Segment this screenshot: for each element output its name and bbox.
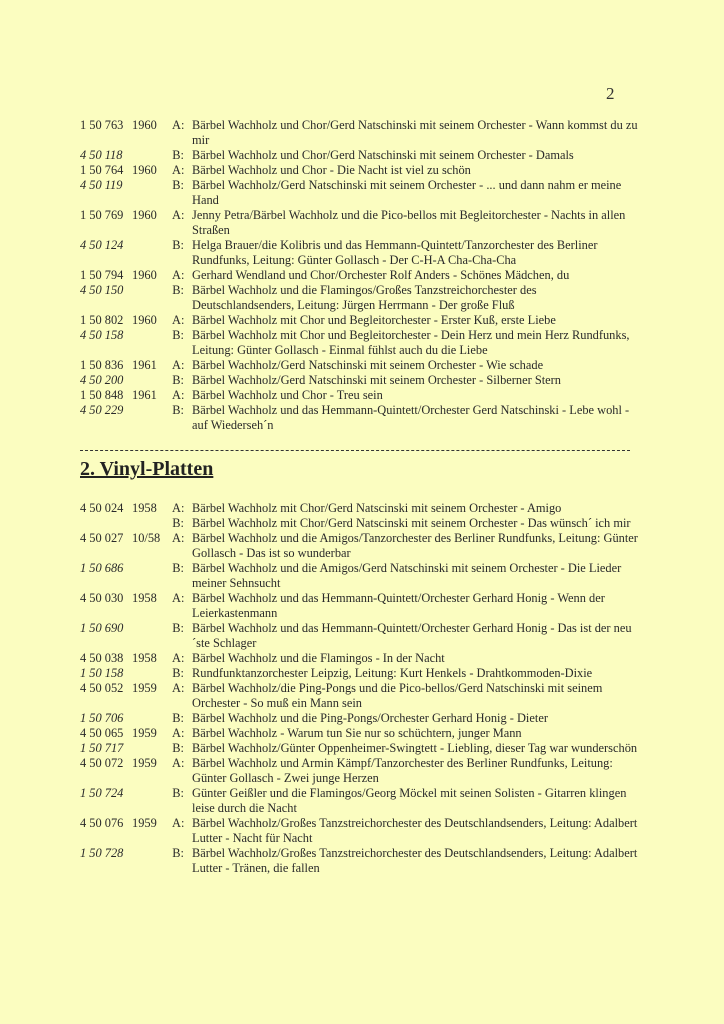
track-description: Bärbel Wachholz mit Chor/Gerd Natscinski mit seinem Orchester - Das wünsch´ ich mir xyxy=(192,516,631,530)
track-description: Jenny Petra/Bärbel Wachholz und die Pico-bellos mit Begleitorchester - Nachts in allen Straßen xyxy=(192,208,626,237)
release-year: 1958 xyxy=(132,651,157,665)
track-description: Bärbel Wachholz und die Amigos/Gerd Natschinski mit seinem Orchester - Die Lieder meiner Sehnsucht xyxy=(192,561,622,590)
release-year: 1959 xyxy=(132,681,157,695)
track-description: Bärbel Wachholz mit Chor und Begleitorchester - Erster Kuß, erste Liebe xyxy=(192,313,556,327)
release-year: 1960 xyxy=(132,313,157,327)
catalog-number: 1 50 848 xyxy=(80,388,124,402)
release-year: 1960 xyxy=(132,163,157,177)
side-b-row xyxy=(80,283,640,313)
release-year xyxy=(132,238,172,268)
side-a-row xyxy=(80,816,640,846)
track-description: Bärbel Wachholz und das Hemmann-Quintett/Orchester Gerd Natschinski - Lebe wohl - auf Wiederseh´n xyxy=(192,403,630,432)
release-year xyxy=(132,403,172,433)
track-description: Bärbel Wachholz und die Amigos/Tanzorchester des Berliner Rundfunks, Leitung: Günter Gollasch - Das ist so wunderbar xyxy=(192,531,638,560)
side-label: A: xyxy=(172,208,185,222)
track-description: Bärbel Wachholz mit Chor und Begleitorchester - Dein Herz und mein Herz Rundfunks, Leitung: Günter Gollasch - Einmal fühlst auch du die Liebe xyxy=(192,328,630,357)
catalog-number: 4 50 030 xyxy=(80,591,124,605)
catalog-number: 1 50 769 xyxy=(80,208,124,222)
record-entry xyxy=(80,816,640,876)
record-entry xyxy=(80,726,640,756)
release-year xyxy=(132,786,172,816)
side-label: B: xyxy=(172,621,184,635)
record-entry xyxy=(80,501,640,531)
track-description: Bärbel Wachholz - Warum tun Sie nur so schüchtern, junger Mann xyxy=(192,726,522,740)
alt-catalog-number: 4 50 158 xyxy=(80,328,124,342)
record-entry xyxy=(80,591,640,651)
side-a-row xyxy=(80,531,640,561)
side-label: B: xyxy=(172,711,184,725)
side-a-row xyxy=(80,501,640,516)
alt-catalog-number: 4 50 200 xyxy=(80,373,124,387)
catalog-number: 1 50 836 xyxy=(80,358,124,372)
catalog-number: 4 50 072 xyxy=(80,756,124,770)
track-description: Helga Brauer/die Kolibris und das Hemmann-Quintett/Tanzorchester des Berliner Rundfunks, Leitung: Günter Gollasch - Der C-H-A Cha-Cha-Cha xyxy=(192,238,598,267)
side-label: A: xyxy=(172,388,185,402)
catalog-number: 4 50 024 xyxy=(80,501,124,515)
catalog-number: 1 50 794 xyxy=(80,268,124,282)
alt-catalog-number: 4 50 119 xyxy=(80,178,123,192)
release-year: 1958 xyxy=(132,591,157,605)
side-a-row xyxy=(80,726,640,741)
side-a-row xyxy=(80,268,640,283)
alt-catalog-number: 1 50 686 xyxy=(80,561,124,575)
track-description: Bärbel Wachholz/Großes Tanzstreichorchester des Deutschlandsenders, Leitung: Adalbert Lutter - Tränen, die fallen xyxy=(192,846,638,875)
catalog-number: 1 50 763 xyxy=(80,118,124,132)
release-year: 1959 xyxy=(132,756,157,770)
release-year xyxy=(132,328,172,358)
release-year xyxy=(132,621,172,651)
side-b-row xyxy=(80,666,640,681)
side-b-row xyxy=(80,328,640,358)
release-year xyxy=(132,516,172,531)
alt-catalog-number: 4 50 124 xyxy=(80,238,124,252)
side-label: B: xyxy=(172,786,184,800)
side-b-row xyxy=(80,238,640,268)
record-entry xyxy=(80,118,640,163)
catalog-number: 1 50 802 xyxy=(80,313,124,327)
side-label: A: xyxy=(172,756,185,770)
side-label: A: xyxy=(172,651,185,665)
track-description: Bärbel Wachholz und Armin Kämpf/Tanzorchester des Berliner Rundfunks, Leitung: Günter Gollasch - Zwei junge Herzen xyxy=(192,756,613,785)
side-a-row xyxy=(80,651,640,666)
side-label: B: xyxy=(172,148,184,162)
side-label: A: xyxy=(172,531,185,545)
track-description: Bärbel Wachholz und Chor/Gerd Natschinski mit seinem Orchester - Wann kommst du zu mir xyxy=(192,118,638,147)
release-year: 1961 xyxy=(132,388,157,402)
track-description: Bärbel Wachholz/Gerd Natschinski mit seinem Orchester - ... und dann nahm er meine Hand xyxy=(192,178,622,207)
release-year xyxy=(132,373,172,388)
track-description: Bärbel Wachholz/die Ping-Pongs und die Pico-bellos/Gerd Natschinski mit seinem Orchester - So muß ein Mann sein xyxy=(192,681,603,710)
side-a-row xyxy=(80,118,640,148)
side-label: B: xyxy=(172,561,184,575)
side-label: B: xyxy=(172,666,184,680)
record-entry xyxy=(80,756,640,816)
catalog-number: 4 50 076 xyxy=(80,816,124,830)
record-entry xyxy=(80,358,640,388)
release-year xyxy=(132,666,172,681)
record-entry xyxy=(80,681,640,726)
side-label: A: xyxy=(172,591,185,605)
alt-catalog-number: 1 50 690 xyxy=(80,621,124,635)
release-year xyxy=(132,741,172,756)
side-b-row xyxy=(80,516,640,531)
side-b-row xyxy=(80,621,640,651)
alt-catalog-number: 1 50 717 xyxy=(80,741,124,755)
release-year xyxy=(132,283,172,313)
release-year: 1959 xyxy=(132,816,157,830)
side-label: B: xyxy=(172,846,184,860)
side-label: A: xyxy=(172,501,185,515)
track-description: Günter Geißler und die Flamingos/Georg Möckel mit seinen Solisten - Gitarren klingen leise durch die Nacht xyxy=(192,786,627,815)
alt-catalog-number: 1 50 728 xyxy=(80,846,124,860)
release-year xyxy=(132,561,172,591)
alt-catalog-number xyxy=(80,516,132,531)
catalog-number: 1 50 764 xyxy=(80,163,124,177)
side-b-row xyxy=(80,786,640,816)
release-year: 1961 xyxy=(132,358,157,372)
side-a-row xyxy=(80,681,640,711)
record-entry xyxy=(80,163,640,208)
side-a-row xyxy=(80,756,640,786)
side-label: A: xyxy=(172,816,185,830)
side-label: B: xyxy=(172,516,184,530)
record-entry xyxy=(80,313,640,358)
side-b-row xyxy=(80,846,640,876)
release-year: 1958 xyxy=(132,501,157,515)
track-description: Bärbel Wachholz und die Flamingos - In der Nacht xyxy=(192,651,445,665)
side-a-row xyxy=(80,163,640,178)
catalog-number: 4 50 038 xyxy=(80,651,124,665)
record-entry xyxy=(80,388,640,433)
side-label: A: xyxy=(172,118,185,132)
release-year: 1960 xyxy=(132,208,157,222)
vinyl-list xyxy=(80,501,640,876)
alt-catalog-number: 1 50 706 xyxy=(80,711,124,725)
side-label: B: xyxy=(172,328,184,342)
release-year: 1960 xyxy=(132,268,157,282)
side-label: A: xyxy=(172,358,185,372)
side-a-row xyxy=(80,313,640,328)
release-year: 1960 xyxy=(132,118,157,132)
release-year: 1959 xyxy=(132,726,157,740)
track-description: Bärbel Wachholz/Gerd Natschinski mit seinem Orchester - Wie schade xyxy=(192,358,544,372)
side-a-row xyxy=(80,358,640,373)
track-description: Bärbel Wachholz und Chor/Gerd Natschinski mit seinem Orchester - Damals xyxy=(192,148,574,162)
record-entry xyxy=(80,268,640,313)
track-description: Bärbel Wachholz und Chor - Die Nacht ist viel zu schön xyxy=(192,163,471,177)
side-b-row xyxy=(80,711,640,726)
track-description: Bärbel Wachholz/Großes Tanzstreichorchester des Deutschlandsenders, Leitung: Adalbert Lutter - Nacht für Nacht xyxy=(192,816,638,845)
side-label: A: xyxy=(172,313,185,327)
track-description: Rundfunktanzorchester Leipzig, Leitung: Kurt Henkels - Drahtkommoden-Dixie xyxy=(192,666,593,680)
alt-catalog-number: 1 50 724 xyxy=(80,786,124,800)
track-description: Bärbel Wachholz und die Ping-Pongs/Orchester Gerhard Honig - Dieter xyxy=(192,711,548,725)
dashed-divider xyxy=(80,450,630,451)
side-b-row xyxy=(80,373,640,388)
section-title: 2. Vinyl-Platten xyxy=(80,458,214,480)
side-b-row xyxy=(80,178,640,208)
catalog-number: 4 50 027 xyxy=(80,531,124,545)
track-description: Bärbel Wachholz und die Flamingos/Großes Tanzstreichorchester des Deutschlandsenders, Leitung: Jürgen Herrmann - Der große Fluß xyxy=(192,283,537,312)
release-year xyxy=(132,178,172,208)
track-description: Bärbel Wachholz und das Hemmann-Quintett/Orchester Gerhard Honig - Das ist der neu´ste Schlager xyxy=(192,621,632,650)
side-label: B: xyxy=(172,403,184,417)
side-label: B: xyxy=(172,373,184,387)
alt-catalog-number: 4 50 150 xyxy=(80,283,124,297)
track-description: Bärbel Wachholz/Günter Oppenheimer-Swingtett - Liebling, dieser Tag war wunderschön xyxy=(192,741,638,755)
side-label: A: xyxy=(172,268,185,282)
side-b-row xyxy=(80,148,640,163)
page-number: 2 xyxy=(606,84,615,103)
side-b-row xyxy=(80,741,640,756)
side-b-row xyxy=(80,561,640,591)
release-year: 10/58 xyxy=(132,531,161,545)
catalog-number: 4 50 052 xyxy=(80,681,124,695)
record-entry xyxy=(80,531,640,591)
singles-list xyxy=(80,118,640,433)
side-label: B: xyxy=(172,741,184,755)
release-year xyxy=(132,711,172,726)
side-label: B: xyxy=(172,178,184,192)
track-description: Gerhard Wendland und Chor/Orchester Rolf Anders - Schönes Mädchen, du xyxy=(192,268,570,282)
track-description: Bärbel Wachholz/Gerd Natschinski mit seinem Orchester - Silberner Stern xyxy=(192,373,562,387)
catalog-number: 4 50 065 xyxy=(80,726,124,740)
alt-catalog-number: 4 50 229 xyxy=(80,403,124,417)
side-label: A: xyxy=(172,726,185,740)
side-label: A: xyxy=(172,163,185,177)
alt-catalog-number: 1 50 158 xyxy=(80,666,124,680)
side-a-row xyxy=(80,208,640,238)
track-description: Bärbel Wachholz und Chor - Treu sein xyxy=(192,388,383,402)
side-label: B: xyxy=(172,283,184,297)
side-b-row xyxy=(80,403,640,433)
record-entry xyxy=(80,651,640,681)
side-a-row xyxy=(80,388,640,403)
record-entry xyxy=(80,208,640,268)
track-description: Bärbel Wachholz und das Hemmann-Quintett/Orchester Gerhard Honig - Wenn der Leierkastenmann xyxy=(192,591,605,620)
side-a-row xyxy=(80,591,640,621)
track-description: Bärbel Wachholz mit Chor/Gerd Natscinski mit seinem Orchester - Amigo xyxy=(192,501,562,515)
side-label: A: xyxy=(172,681,185,695)
side-label: B: xyxy=(172,238,184,252)
alt-catalog-number: 4 50 118 xyxy=(80,148,123,162)
release-year xyxy=(132,846,172,876)
release-year xyxy=(132,148,172,163)
